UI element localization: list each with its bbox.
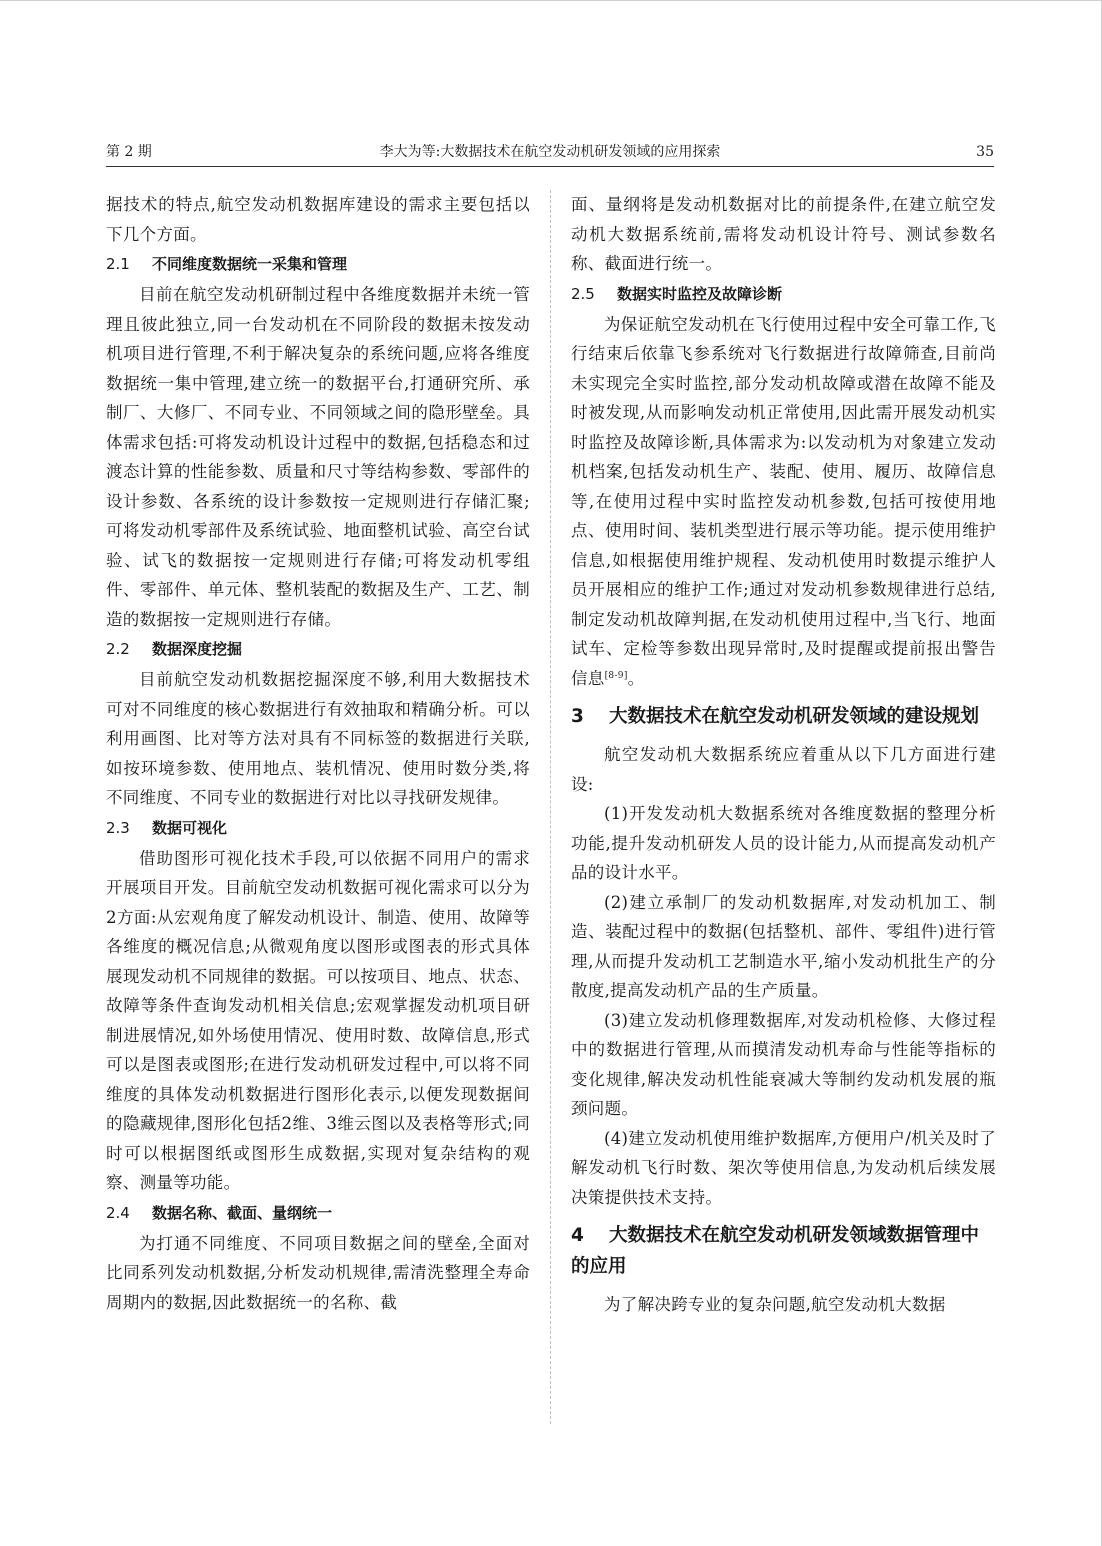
section-title: 数据实时监控及故障诊断 [617,284,783,303]
paragraph-text: 为保证航空发动机在飞行使用过程中安全可靠工作,飞行结束后依靠飞参系统对飞行数据进行故障筛查,目前尚未实现完全实时监控,部分发动机故障或潜在故障不能及时被发现,从而影响发动机正常使用,因此需开展发动机实时监控及故障诊断,具体需求为:以发动机为对象建立发动机档案,包括发动机生产、装配、使用、履历、故障信息等,在使用过程中实时监控发动机参数,包括可按使用地点、使用时间、装机类型进行展示等功能。提示使用维护信息,如根据使用维护规程、发动机使用时数提示维护人员开展相应的维护工作;通过对发动机参数规律进行总结,制定发动机故障判据,在发动机使用过程中,当飞行、地面试车、定检等参数出现异常时,及时提醒或提前报出警告信息 [571,314,996,688]
section-heading-4 [571,1220,996,1282]
section-heading-2-5 [571,279,996,310]
citation: [8-9] [604,670,628,681]
list-item: (3)建立发动机修理数据库,对发动机检修、大修过程中的数据进行管理,从而摸清发动机寿命与性能等指标的变化规律,解决发动机性能衰减大等制约发动机发展的瓶颈问题。 [571,1010,996,1118]
section-title: 数据深度挖掘 [152,640,243,658]
paragraph: 航空发动机大数据系统应着重从以下几方面进行建设: [571,745,996,794]
paragraph: 借助图形可视化技术手段,可以依据不同用户的需求开展项目开发。目前航空发动机数据可视化需求可以分为2方面:从宏观角度了解发动机设计、制造、使用、故障等各维度的概况信息;从微观角度以图形或图表的形式具体展现发动机不同规律的数据。可以按项目、地点、状态、故障等条件查询发动机相关信息;宏观掌握发动机项目研制进展情况,如外场使用情况、使用时数、故障信息,形式可以是图表或图形;在进行发动机研发过程中,可以将不同维度的具体发动机数据进行图形化表示,以便发现数据间的隐藏规律,图形化包括2维、3维云图以及表格等形式;同时可以根据图纸或图形生成数据,实现对复杂结构的观察、测量等功能。 [106,848,530,1192]
section-number: 2.1 [106,255,130,273]
section-title: 数据可视化 [152,818,228,837]
paragraph: 为打通不同维度、不同项目数据之间的壁垒,全面对比同系列发动机数据,分析发动机规律,需清洗整理全寿命周期内的数据,因此数据统一的名称、截 [106,1233,530,1312]
paragraph: 目前在航空发动机研制过程中各维度数据并未统一管理且彼此独立,同一台发动机在不同阶段的数据未按发动机项目进行管理,不利于解决复杂的系统问题,应将各维度数据统一集中管理,建立统一的数据平台,打通研究所、承制厂、大修厂、不同专业、不同领域之间的隐形壁垒。具体需求包括:可将发动机设计过程中的数据,包括稳态和过渡态计算的性能参数、质量和尺寸等结构参数、零部件的设计参数、各系统的设计参数按一定规则进行存储汇聚;可将发动机零部件及系统试验、地面整机试验、高空台试验、试飞的数据按一定规则进行存储;可将发动机零组件、零部件、单元体、整机装配的数据及生产、工艺、制造的数据按一定规则进行存储。 [106,285,530,629]
section-number: 2.2 [106,640,130,658]
list-item: (1)开发发动机大数据系统对各维度数据的整理分析功能,提升发动机研发人员的设计能力,从而提高发动机产品的设计水平。 [571,804,996,882]
right-column [571,190,996,1320]
section-heading-2-1 [106,249,530,280]
section-title: 数据名称、截面、量纲统一 [152,1203,333,1222]
paragraph [571,310,996,694]
section-number: 4 [571,1225,584,1246]
list-item: (4)建立发动机使用维护数据库,方便用户/机关及时了解发动机飞行时数、架次等使用信息,为发动机后续发展决策提供技术支持。 [571,1128,996,1207]
section-heading-2-4 [106,1198,530,1229]
issue-number: 第 2 期 [106,144,152,160]
section-number: 2.5 [571,284,595,303]
section-title: 不同维度数据统一采集和管理 [152,255,348,273]
page-number: 35 [976,144,994,160]
paragraph: 面、量纲将是发动机数据对比的前提条件,在建立航空发动机大数据系统前,需将发动机设计符号、测试参数名称、截面进行统一。 [571,195,996,273]
paragraph: 为了解决跨专业的复杂问题,航空发动机大数据 [604,1295,946,1314]
section-heading-3 [571,701,996,732]
list-item: (2)建立承制厂的发动机数据库,对发动机加工、制造、装配过程中的数据(包括整机、部件、零组件)进行管理,从而提升发动机工艺制造水平,缩小发动机批生产的分散度,提高发动机产品的生产质量。 [571,892,996,1000]
left-column [106,190,530,1317]
running-title: 李大为等:大数据技术在航空发动机研发领域的应用探索 [379,144,721,160]
paragraph: 目前航空发动机数据挖掘深度不够,利用大数据技术可对不同维度的核心数据进行有效抽取和精确分析。可以利用画图、比对等方法对具有不同标签的数据进行关联,如按环境参数、使用地点、装机情况、使用时数分类,将不同维度、不同专业的数据进行对比以寻找研发规律。 [106,670,530,807]
paragraph: 据技术的特点,航空发动机数据库建设的需求主要包括以下几个方面。 [106,195,530,244]
paragraph-end: 。 [627,668,645,688]
section-number: 2.3 [106,818,130,837]
section-heading-2-3 [106,813,530,844]
section-title: 大数据技术在航空发动机研发领域数据管理中的应用 [571,1225,980,1277]
section-title: 大数据技术在航空发动机研发领域的建设规划 [609,706,980,727]
running-header [106,140,994,167]
page-top-edge [0,0,1102,1]
column-divider [550,190,551,1424]
section-number: 2.4 [106,1203,130,1222]
section-heading-2-2 [106,634,530,665]
section-number: 3 [571,706,584,727]
